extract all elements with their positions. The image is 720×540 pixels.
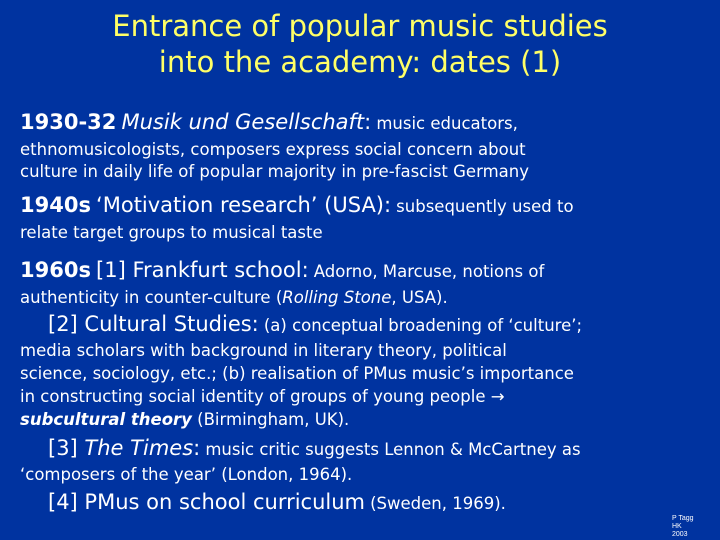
text-run: authenticity in counter-culture ( [20,288,283,307]
entry-name: ‘Motivation research’ (USA): [96,193,392,217]
item-4-text: (Sweden, 1969). [370,494,506,513]
item-3-label: [3] The Times: [48,436,201,460]
title-line-2: into the academy: dates (1) [158,45,562,79]
item-4-label: [4] PMus on school curriculum [48,490,366,514]
entry-1940-heading [20,193,710,217]
item-2-heading [48,312,720,336]
entry-1960-line-6 [20,387,505,407]
text-run: (Birmingham, UK). [197,410,350,429]
text-run: in constructing social identity of groups of young people [20,387,486,406]
entry-colon: : [364,110,372,134]
entry-1930-line-3: culture in daily life of popular majority in pre-fascist Germany [20,162,529,181]
entry-name: Musik und Gesellschaft [121,110,365,134]
entry-1960-line-5: science, sociology, etc.; (b) realisation of PMus music’s importance [20,364,574,383]
entry-1960-heading [20,258,710,282]
credit-line-3: 2003 [672,531,688,538]
item-3-heading [48,436,720,460]
item-2-text: (a) conceptual broadening of ‘culture’; [263,316,583,335]
text-run: , USA). [391,288,448,307]
entry-text: subsequently used to [396,197,574,216]
item-1-text: Adorno, Marcuse, notions of [313,262,545,281]
credit-line-2: HK [672,523,682,530]
entry-1960-line-9: ‘composers of the year’ (London, 1964). [20,465,353,484]
arrow-icon: → [490,387,505,406]
title-line-1: Entrance of popular music studies [112,9,608,43]
entry-1940-line-2: relate target groups to musical taste [20,223,323,242]
entry-date: 1940s [20,193,91,217]
item-3-text: music critic suggests Lennon & McCartney as [205,440,581,459]
entry-1930-heading [20,110,710,134]
text-run-bold-italic: subcultural theory [20,410,192,429]
entry-date: 1930-32 [20,110,117,134]
entry-1960-line-2 [20,288,448,308]
credit-line-1: P Tagg [672,515,694,522]
slide-title [0,8,720,80]
entry-1960-line-7 [20,410,349,430]
entry-date: 1960s [20,258,91,282]
author-credit [672,515,694,540]
item-1-label: [1] Frankfurt school: [96,258,309,282]
entry-1960-line-4: media scholars with background in literary theory, political [20,341,507,360]
entry-1930-line-2: ethnomusicologists, composers express social concern about [20,140,526,159]
entry-text: music educators, [376,114,518,133]
item-2-label: [2] Cultural Studies: [48,312,259,336]
text-run-italic: Rolling Stone [282,288,392,307]
item-4-heading [48,490,720,514]
